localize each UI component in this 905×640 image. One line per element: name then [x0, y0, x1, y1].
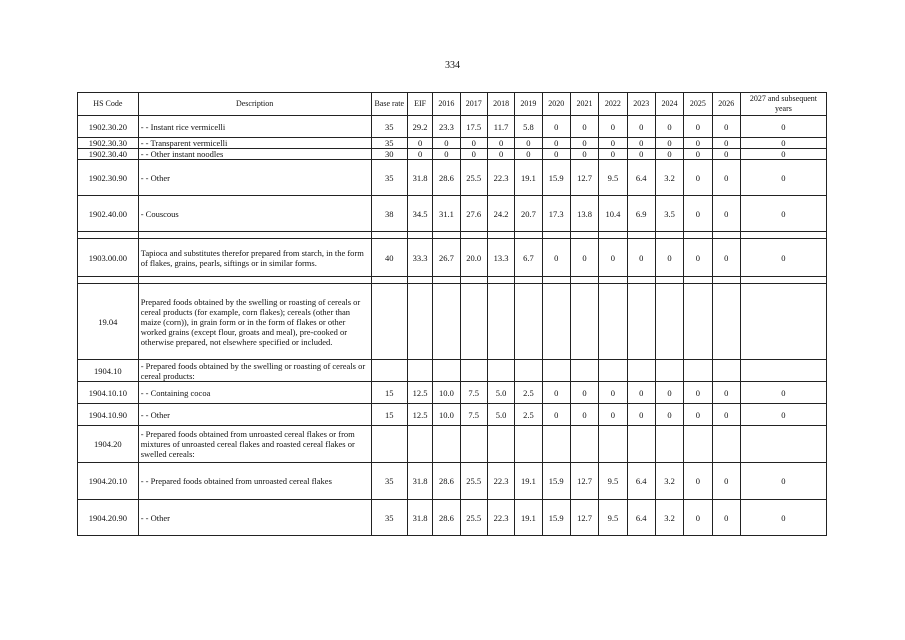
rate-cell [599, 426, 627, 463]
rate-cell: 0 [627, 149, 655, 160]
rate-cell [570, 360, 598, 382]
empty-cell [599, 232, 627, 239]
rate-cell: 0 [740, 463, 826, 500]
rate-cell: 26.7 [433, 239, 460, 277]
rate-cell: 0 [684, 138, 712, 149]
empty-cell [542, 277, 570, 284]
rate-cell: 0 [712, 196, 740, 232]
rate-cell: 0 [599, 138, 627, 149]
rate-cell: 0 [570, 382, 598, 404]
rate-cell: 0 [684, 239, 712, 277]
rate-cell: 6.4 [627, 160, 655, 196]
rate-cell: 0 [599, 116, 627, 138]
description-cell: - - Other [138, 404, 371, 426]
rate-cell: 9.5 [599, 463, 627, 500]
rate-cell: 38 [371, 196, 407, 232]
empty-cell [78, 232, 139, 239]
rate-cell [542, 360, 570, 382]
empty-cell [407, 232, 432, 239]
rate-cell: 0 [460, 149, 487, 160]
rate-cell: 0 [627, 116, 655, 138]
table-row [78, 239, 827, 277]
rate-cell: 20.7 [515, 196, 542, 232]
table-row [78, 500, 827, 536]
rate-cell: 0 [684, 116, 712, 138]
rate-cell: 22.3 [487, 500, 514, 536]
rate-cell [542, 426, 570, 463]
rate-cell: 3.5 [655, 196, 683, 232]
rate-cell: 17.5 [460, 116, 487, 138]
hs-code-cell: 1902.30.30 [78, 138, 139, 149]
rate-cell: 0 [684, 500, 712, 536]
rate-cell: 0 [433, 138, 460, 149]
empty-cell [627, 277, 655, 284]
description-cell: Prepared foods obtained by the swelling or roasting of cereals or cereal products (for example, corn flakes); cereals (other than maize (corn)), in grain form or in the form of flakes or other worked grains (except flour, groats and meal), pre-cooked or otherwise prepared, not elsewhere specified or included. [138, 284, 371, 360]
rate-cell: 0 [655, 116, 683, 138]
rate-cell [599, 360, 627, 382]
rate-cell [684, 426, 712, 463]
rate-cell [460, 360, 487, 382]
rate-cell: 7.5 [460, 382, 487, 404]
rate-cell: 0 [599, 239, 627, 277]
empty-cell [684, 232, 712, 239]
empty-cell [138, 277, 371, 284]
rate-cell [599, 284, 627, 360]
rate-cell [407, 284, 432, 360]
rate-cell [655, 284, 683, 360]
rate-cell: 0 [684, 404, 712, 426]
description-cell: - Prepared foods obtained by the swelling or roasting of cereals or cereal products: [138, 360, 371, 382]
rate-cell: 0 [542, 138, 570, 149]
hs-code-cell: 1904.10 [78, 360, 139, 382]
rate-cell: 19.1 [515, 463, 542, 500]
rate-cell: 3.2 [655, 500, 683, 536]
header-cell: 2020 [542, 93, 570, 116]
hs-code-cell: 1904.10.90 [78, 404, 139, 426]
rate-cell: 22.3 [487, 463, 514, 500]
rate-cell: 10.0 [433, 382, 460, 404]
rate-cell: 0 [599, 382, 627, 404]
table-body [78, 116, 827, 536]
rate-cell: 6.4 [627, 500, 655, 536]
empty-cell [599, 277, 627, 284]
hs-code-cell: 1902.30.40 [78, 149, 139, 160]
rate-cell: 0 [712, 116, 740, 138]
rate-cell [371, 426, 407, 463]
header-cell: 2026 [712, 93, 740, 116]
empty-cell [684, 277, 712, 284]
rate-cell: 0 [407, 149, 432, 160]
empty-cell [542, 232, 570, 239]
empty-cell [460, 277, 487, 284]
rate-cell: 13.3 [487, 239, 514, 277]
header-cell: EIF [407, 93, 432, 116]
hs-code-cell: 1904.20.10 [78, 463, 139, 500]
rate-cell: 0 [570, 138, 598, 149]
hs-code-cell: 1903.00.00 [78, 239, 139, 277]
empty-cell [407, 277, 432, 284]
header-cell: 2021 [570, 93, 598, 116]
rate-cell: 0 [740, 404, 826, 426]
rate-cell: 27.6 [460, 196, 487, 232]
description-cell: - Prepared foods obtained from unroasted cereal flakes or from mixtures of unroasted cereal flakes and roasted cereal flakes or swelled cereals: [138, 426, 371, 463]
rate-cell: 31.8 [407, 463, 432, 500]
rate-cell: 0 [740, 196, 826, 232]
header-cell: 2024 [655, 93, 683, 116]
empty-cell [515, 277, 542, 284]
rate-cell [740, 360, 826, 382]
rate-cell [627, 284, 655, 360]
rate-cell [684, 360, 712, 382]
rate-cell: 0 [712, 382, 740, 404]
rate-cell: 0 [627, 138, 655, 149]
rate-cell: 35 [371, 116, 407, 138]
rate-cell: 0 [712, 160, 740, 196]
rate-cell [515, 360, 542, 382]
rate-cell [740, 426, 826, 463]
rate-cell [433, 360, 460, 382]
header-row [78, 93, 827, 116]
rate-cell: 7.5 [460, 404, 487, 426]
rate-cell: 25.5 [460, 463, 487, 500]
table-row [78, 426, 827, 463]
description-cell: - - Other instant noodles [138, 149, 371, 160]
rate-cell: 40 [371, 239, 407, 277]
rate-cell: 0 [542, 149, 570, 160]
empty-cell [371, 232, 407, 239]
description-cell: - Couscous [138, 196, 371, 232]
rate-cell [515, 284, 542, 360]
table-row [78, 149, 827, 160]
rate-cell: 11.7 [487, 116, 514, 138]
rate-cell: 35 [371, 463, 407, 500]
rate-cell: 0 [712, 138, 740, 149]
rate-cell: 9.5 [599, 500, 627, 536]
rate-cell: 0 [655, 239, 683, 277]
rate-cell: 15 [371, 404, 407, 426]
table-row [78, 284, 827, 360]
rate-cell: 0 [407, 138, 432, 149]
rate-cell: 2.5 [515, 382, 542, 404]
rate-cell [712, 426, 740, 463]
rate-cell [407, 426, 432, 463]
rate-cell: 0 [570, 239, 598, 277]
header-cell: 2017 [460, 93, 487, 116]
rate-cell: 0 [684, 196, 712, 232]
header-cell: 2025 [684, 93, 712, 116]
empty-cell [655, 232, 683, 239]
hs-code-cell: 1904.10.10 [78, 382, 139, 404]
rate-cell: 13.8 [570, 196, 598, 232]
rate-cell: 0 [570, 149, 598, 160]
rate-cell: 0 [542, 382, 570, 404]
rate-cell: 2.5 [515, 404, 542, 426]
hs-code-cell: 1902.30.20 [78, 116, 139, 138]
header-cell: 2027 and subsequent years [740, 93, 826, 116]
description-cell: - - Transparent vermicelli [138, 138, 371, 149]
header-cell: 2018 [487, 93, 514, 116]
empty-cell [515, 232, 542, 239]
rate-cell: 0 [684, 149, 712, 160]
description-cell: - - Other [138, 160, 371, 196]
rate-cell: 5.8 [515, 116, 542, 138]
rate-cell: 0 [627, 404, 655, 426]
rate-cell: 0 [542, 404, 570, 426]
empty-cell [655, 277, 683, 284]
hs-code-cell: 1902.30.90 [78, 160, 139, 196]
rate-cell: 23.3 [433, 116, 460, 138]
rate-cell: 0 [570, 404, 598, 426]
rate-cell [433, 284, 460, 360]
rate-cell: 35 [371, 160, 407, 196]
rate-cell: 6.7 [515, 239, 542, 277]
rate-cell: 0 [740, 160, 826, 196]
rate-cell: 0 [599, 149, 627, 160]
rate-cell: 24.2 [487, 196, 514, 232]
rate-cell [542, 284, 570, 360]
rate-cell: 28.6 [433, 160, 460, 196]
rate-cell: 34.5 [407, 196, 432, 232]
rate-cell: 0 [570, 116, 598, 138]
description-cell: - - Containing cocoa [138, 382, 371, 404]
rate-cell: 0 [712, 500, 740, 536]
rate-cell: 0 [627, 382, 655, 404]
rate-cell: 0 [655, 382, 683, 404]
header-cell: Base rate [371, 93, 407, 116]
rate-cell: 22.3 [487, 160, 514, 196]
rate-cell [371, 360, 407, 382]
rate-cell: 0 [515, 138, 542, 149]
empty-cell [138, 232, 371, 239]
header-cell: Description [138, 93, 371, 116]
rate-cell: 0 [684, 160, 712, 196]
rate-cell [570, 426, 598, 463]
header-cell: HS Code [78, 93, 139, 116]
empty-cell [371, 277, 407, 284]
rate-cell [655, 426, 683, 463]
rate-cell: 0 [487, 138, 514, 149]
description-cell: - - Instant rice vermicelli [138, 116, 371, 138]
rate-cell: 5.0 [487, 404, 514, 426]
empty-cell [487, 232, 514, 239]
empty-cell [712, 277, 740, 284]
rate-cell [570, 284, 598, 360]
header-cell: 2022 [599, 93, 627, 116]
rate-cell: 0 [740, 239, 826, 277]
tariff-schedule-table [77, 92, 827, 536]
table-row [78, 160, 827, 196]
rate-cell: 10.0 [433, 404, 460, 426]
rate-cell [684, 284, 712, 360]
rate-cell: 15.9 [542, 500, 570, 536]
rate-cell: 29.2 [407, 116, 432, 138]
rate-cell: 12.7 [570, 160, 598, 196]
description-cell: Tapioca and substitutes therefor prepared from starch, in the form of flakes, grains, pearls, siftings or in similar forms. [138, 239, 371, 277]
rate-cell: 9.5 [599, 160, 627, 196]
rate-cell: 0 [684, 382, 712, 404]
header-cell: 2016 [433, 93, 460, 116]
separator-row [78, 277, 827, 284]
description-cell: - - Other [138, 500, 371, 536]
rate-cell: 31.1 [433, 196, 460, 232]
empty-cell [78, 277, 139, 284]
table-row [78, 116, 827, 138]
empty-cell [570, 277, 598, 284]
empty-cell [433, 277, 460, 284]
rate-cell: 0 [712, 149, 740, 160]
rate-cell: 35 [371, 500, 407, 536]
rate-cell: 17.3 [542, 196, 570, 232]
rate-cell: 0 [627, 239, 655, 277]
rate-cell: 31.8 [407, 500, 432, 536]
rate-cell: 12.7 [570, 500, 598, 536]
rate-cell: 0 [740, 500, 826, 536]
rate-cell: 0 [542, 239, 570, 277]
rate-cell [433, 426, 460, 463]
rate-cell: 5.0 [487, 382, 514, 404]
rate-cell [371, 284, 407, 360]
table-row [78, 382, 827, 404]
rate-cell: 0 [684, 463, 712, 500]
header-cell: 2019 [515, 93, 542, 116]
table-row [78, 463, 827, 500]
rate-cell: 0 [740, 149, 826, 160]
table-row [78, 404, 827, 426]
rate-cell: 15.9 [542, 463, 570, 500]
rate-cell: 6.9 [627, 196, 655, 232]
hs-code-cell: 1902.40.00 [78, 196, 139, 232]
rate-cell [487, 426, 514, 463]
header-cell: 2023 [627, 93, 655, 116]
rate-cell [487, 360, 514, 382]
empty-cell [433, 232, 460, 239]
empty-cell [712, 232, 740, 239]
rate-cell: 0 [655, 149, 683, 160]
hs-code-cell: 19.04 [78, 284, 139, 360]
rate-cell [627, 426, 655, 463]
rate-cell: 10.4 [599, 196, 627, 232]
page-number: 334 [445, 60, 460, 71]
rate-cell: 0 [712, 239, 740, 277]
rate-cell: 0 [599, 404, 627, 426]
empty-cell [627, 232, 655, 239]
empty-cell [487, 277, 514, 284]
rate-cell: 6.4 [627, 463, 655, 500]
rate-cell: 0 [655, 138, 683, 149]
rate-cell: 20.0 [460, 239, 487, 277]
rate-cell: 15.9 [542, 160, 570, 196]
rate-cell: 25.5 [460, 500, 487, 536]
rate-cell: 35 [371, 138, 407, 149]
rate-cell: 0 [460, 138, 487, 149]
rate-cell: 33.3 [407, 239, 432, 277]
rate-cell: 0 [542, 116, 570, 138]
rate-cell [627, 360, 655, 382]
table-row [78, 138, 827, 149]
description-cell: - - Prepared foods obtained from unroasted cereal flakes [138, 463, 371, 500]
rate-cell: 0 [740, 138, 826, 149]
rate-cell [407, 360, 432, 382]
rate-cell [460, 284, 487, 360]
rate-cell: 0 [712, 463, 740, 500]
rate-cell: 3.2 [655, 160, 683, 196]
table-row [78, 196, 827, 232]
rate-cell: 12.5 [407, 382, 432, 404]
empty-cell [740, 277, 826, 284]
rate-cell: 12.5 [407, 404, 432, 426]
rate-cell [487, 284, 514, 360]
empty-cell [740, 232, 826, 239]
rate-cell: 0 [487, 149, 514, 160]
rate-cell: 19.1 [515, 500, 542, 536]
rate-cell: 0 [655, 404, 683, 426]
hs-code-cell: 1904.20 [78, 426, 139, 463]
rate-cell [740, 284, 826, 360]
rate-cell: 0 [433, 149, 460, 160]
rate-cell: 12.7 [570, 463, 598, 500]
rate-cell: 15 [371, 382, 407, 404]
rate-cell: 28.6 [433, 500, 460, 536]
empty-cell [460, 232, 487, 239]
table-row [78, 360, 827, 382]
rate-cell: 28.6 [433, 463, 460, 500]
rate-cell: 0 [712, 404, 740, 426]
rate-cell [655, 360, 683, 382]
rate-cell: 30 [371, 149, 407, 160]
hs-code-cell: 1904.20.90 [78, 500, 139, 536]
rate-cell: 0 [515, 149, 542, 160]
separator-row [78, 232, 827, 239]
rate-cell: 3.2 [655, 463, 683, 500]
rate-cell [515, 426, 542, 463]
rate-cell [712, 284, 740, 360]
empty-cell [570, 232, 598, 239]
rate-cell: 0 [740, 382, 826, 404]
rate-cell [460, 426, 487, 463]
rate-cell: 19.1 [515, 160, 542, 196]
rate-cell [712, 360, 740, 382]
rate-cell: 25.5 [460, 160, 487, 196]
rate-cell: 0 [740, 116, 826, 138]
rate-cell: 31.8 [407, 160, 432, 196]
